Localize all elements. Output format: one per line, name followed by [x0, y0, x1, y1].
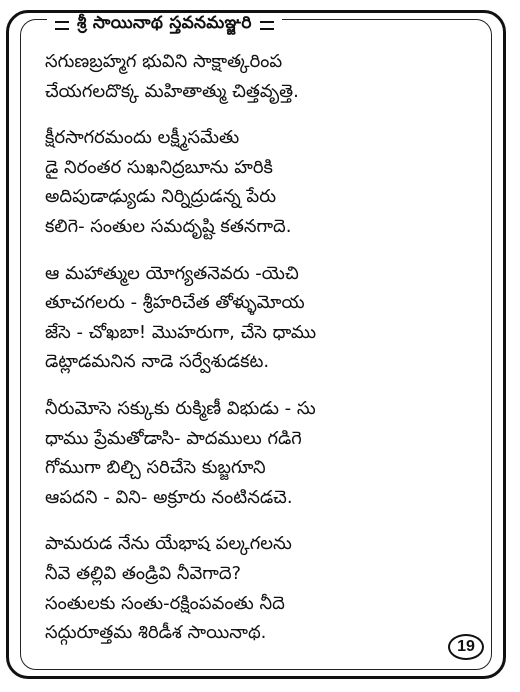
title-banner — [47, 13, 282, 37]
verse-line: ఆ మహాత్ముల యోగ్యతనెవరు -యెచి — [45, 262, 299, 284]
stanza-5 — [45, 529, 473, 647]
verse-line: కలిగె- సంతుల సమదృష్టి కతనగాదె. — [45, 215, 292, 237]
verse-line: చేయగలదొక్క మహితాత్ము చిత్తవృత్తె. — [45, 80, 299, 102]
page-border — [6, 10, 506, 679]
verse-line: గోముగా బిల్చి సరిచేసె కుబ్జగూని — [45, 457, 266, 479]
verse-line: సంతులకు సంతు-రక్షింపవంతు నీదె — [45, 592, 285, 614]
stanza-3 — [45, 259, 473, 377]
page-number-badge: 19 — [448, 634, 484, 660]
verse-line: డై నిరంతర సుఖనిద్రబూను హరికి — [45, 156, 273, 178]
verse-line: డెట్లాడమనిన నాడె సర్వేశుడకట. — [45, 351, 270, 373]
verse-line: ధాము ప్రేమతోడాసి- పాదములు గడిగె — [45, 427, 302, 449]
stanza-1 — [45, 47, 473, 106]
poem-body — [45, 47, 473, 665]
title-ornament-right — [260, 21, 274, 30]
verse-line: సద్గురూత్తమ శిరిడీశ సాయినాథ. — [45, 622, 267, 644]
verse-line: జేసె - చోఖబా! మొహరుగా, చేసె ధాము — [45, 321, 317, 343]
verse-line: ఆపదని - విని- అక్రూరు నంటినడచె. — [45, 486, 293, 508]
verse-line: సగుణబ్రహ్మగ భువిని సాక్షాత్కరింప — [45, 51, 283, 72]
title-ornament-left — [55, 21, 69, 30]
verse-line: తూచగలరు - శ్రీహరిచేత తోళ్ళుమోయ — [45, 292, 305, 314]
stanza-4 — [45, 394, 473, 512]
verse-line: అదిపుడాఢ్యుడు నిర్నిద్రుడన్న పేరు — [45, 186, 277, 208]
verse-line: పామరుడ నేను యేభాష పల్కగలను — [45, 533, 292, 555]
page-title: శ్రీ సాయినాథ స్తవనమఞ్జరి — [77, 13, 252, 33]
verse-line: నీవె తల్లివి తండ్రివి నీవెగాదె? — [45, 562, 242, 584]
verse-line: క్షీరసాగరమందు లక్ష్మీసమేతు — [45, 127, 240, 149]
stanza-2 — [45, 123, 473, 241]
verse-line: నీరుమోసె సక్కుకు రుక్మిణీ విభుడు - సు — [45, 397, 316, 419]
